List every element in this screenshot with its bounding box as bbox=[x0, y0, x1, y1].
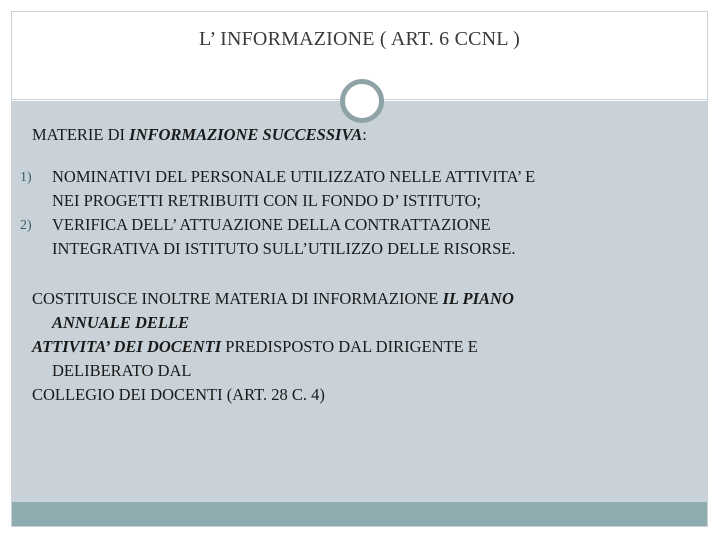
closing-line: DELIBERATO DAL bbox=[52, 361, 192, 380]
list-number: 1) bbox=[20, 170, 32, 185]
closing-line bbox=[32, 335, 692, 359]
bottom-bar bbox=[12, 502, 707, 526]
closing-text: COSTITUISCE INOLTRE MATERIA DI INFORMAZIONE bbox=[32, 289, 443, 308]
slide-title: L’ INFORMAZIONE ( ART. 6 CCNL ) bbox=[198, 28, 521, 50]
closing-line bbox=[32, 287, 692, 311]
list-item bbox=[20, 165, 692, 213]
list-number: 2) bbox=[20, 218, 32, 233]
closing-text: PREDISPOSTO DAL DIRIGENTE E bbox=[221, 337, 478, 356]
list-item bbox=[20, 213, 692, 261]
slide-body bbox=[20, 123, 692, 407]
closing-emphasis: ATTIVITA’ DEI DOCENTI bbox=[32, 337, 222, 356]
closing-emphasis: ANNUALE DELLE bbox=[52, 313, 190, 332]
intro-suffix: : bbox=[362, 125, 367, 144]
list-item-line: INTEGRATIVA DI ISTITUTO SULL’UTILIZZO DELLE RISORSE. bbox=[52, 239, 516, 258]
list-item-line: VERIFICA DELL’ ATTUAZIONE DELLA CONTRATTAZIONE bbox=[52, 215, 491, 234]
closing-paragraph bbox=[32, 287, 692, 407]
intro-emphasis: INFORMAZIONE SUCCESSIVA bbox=[129, 125, 363, 144]
list-item-line: NEI PROGETTI RETRIBUITI CON IL FONDO D’ ISTITUTO; bbox=[52, 191, 482, 210]
closing-line bbox=[32, 311, 692, 335]
closing-emphasis: IL PIANO bbox=[442, 289, 514, 308]
intro-line bbox=[32, 123, 692, 147]
closing-line: COLLEGIO DEI DOCENTI (ART. 28 C. 4) bbox=[32, 385, 325, 404]
circle-ornament-icon bbox=[340, 79, 384, 123]
list-item-line: NOMINATIVI DEL PERSONALE UTILIZZATO NELLE ATTIVITA’ E bbox=[52, 167, 536, 186]
intro-prefix: MATERIE DI bbox=[32, 125, 130, 144]
